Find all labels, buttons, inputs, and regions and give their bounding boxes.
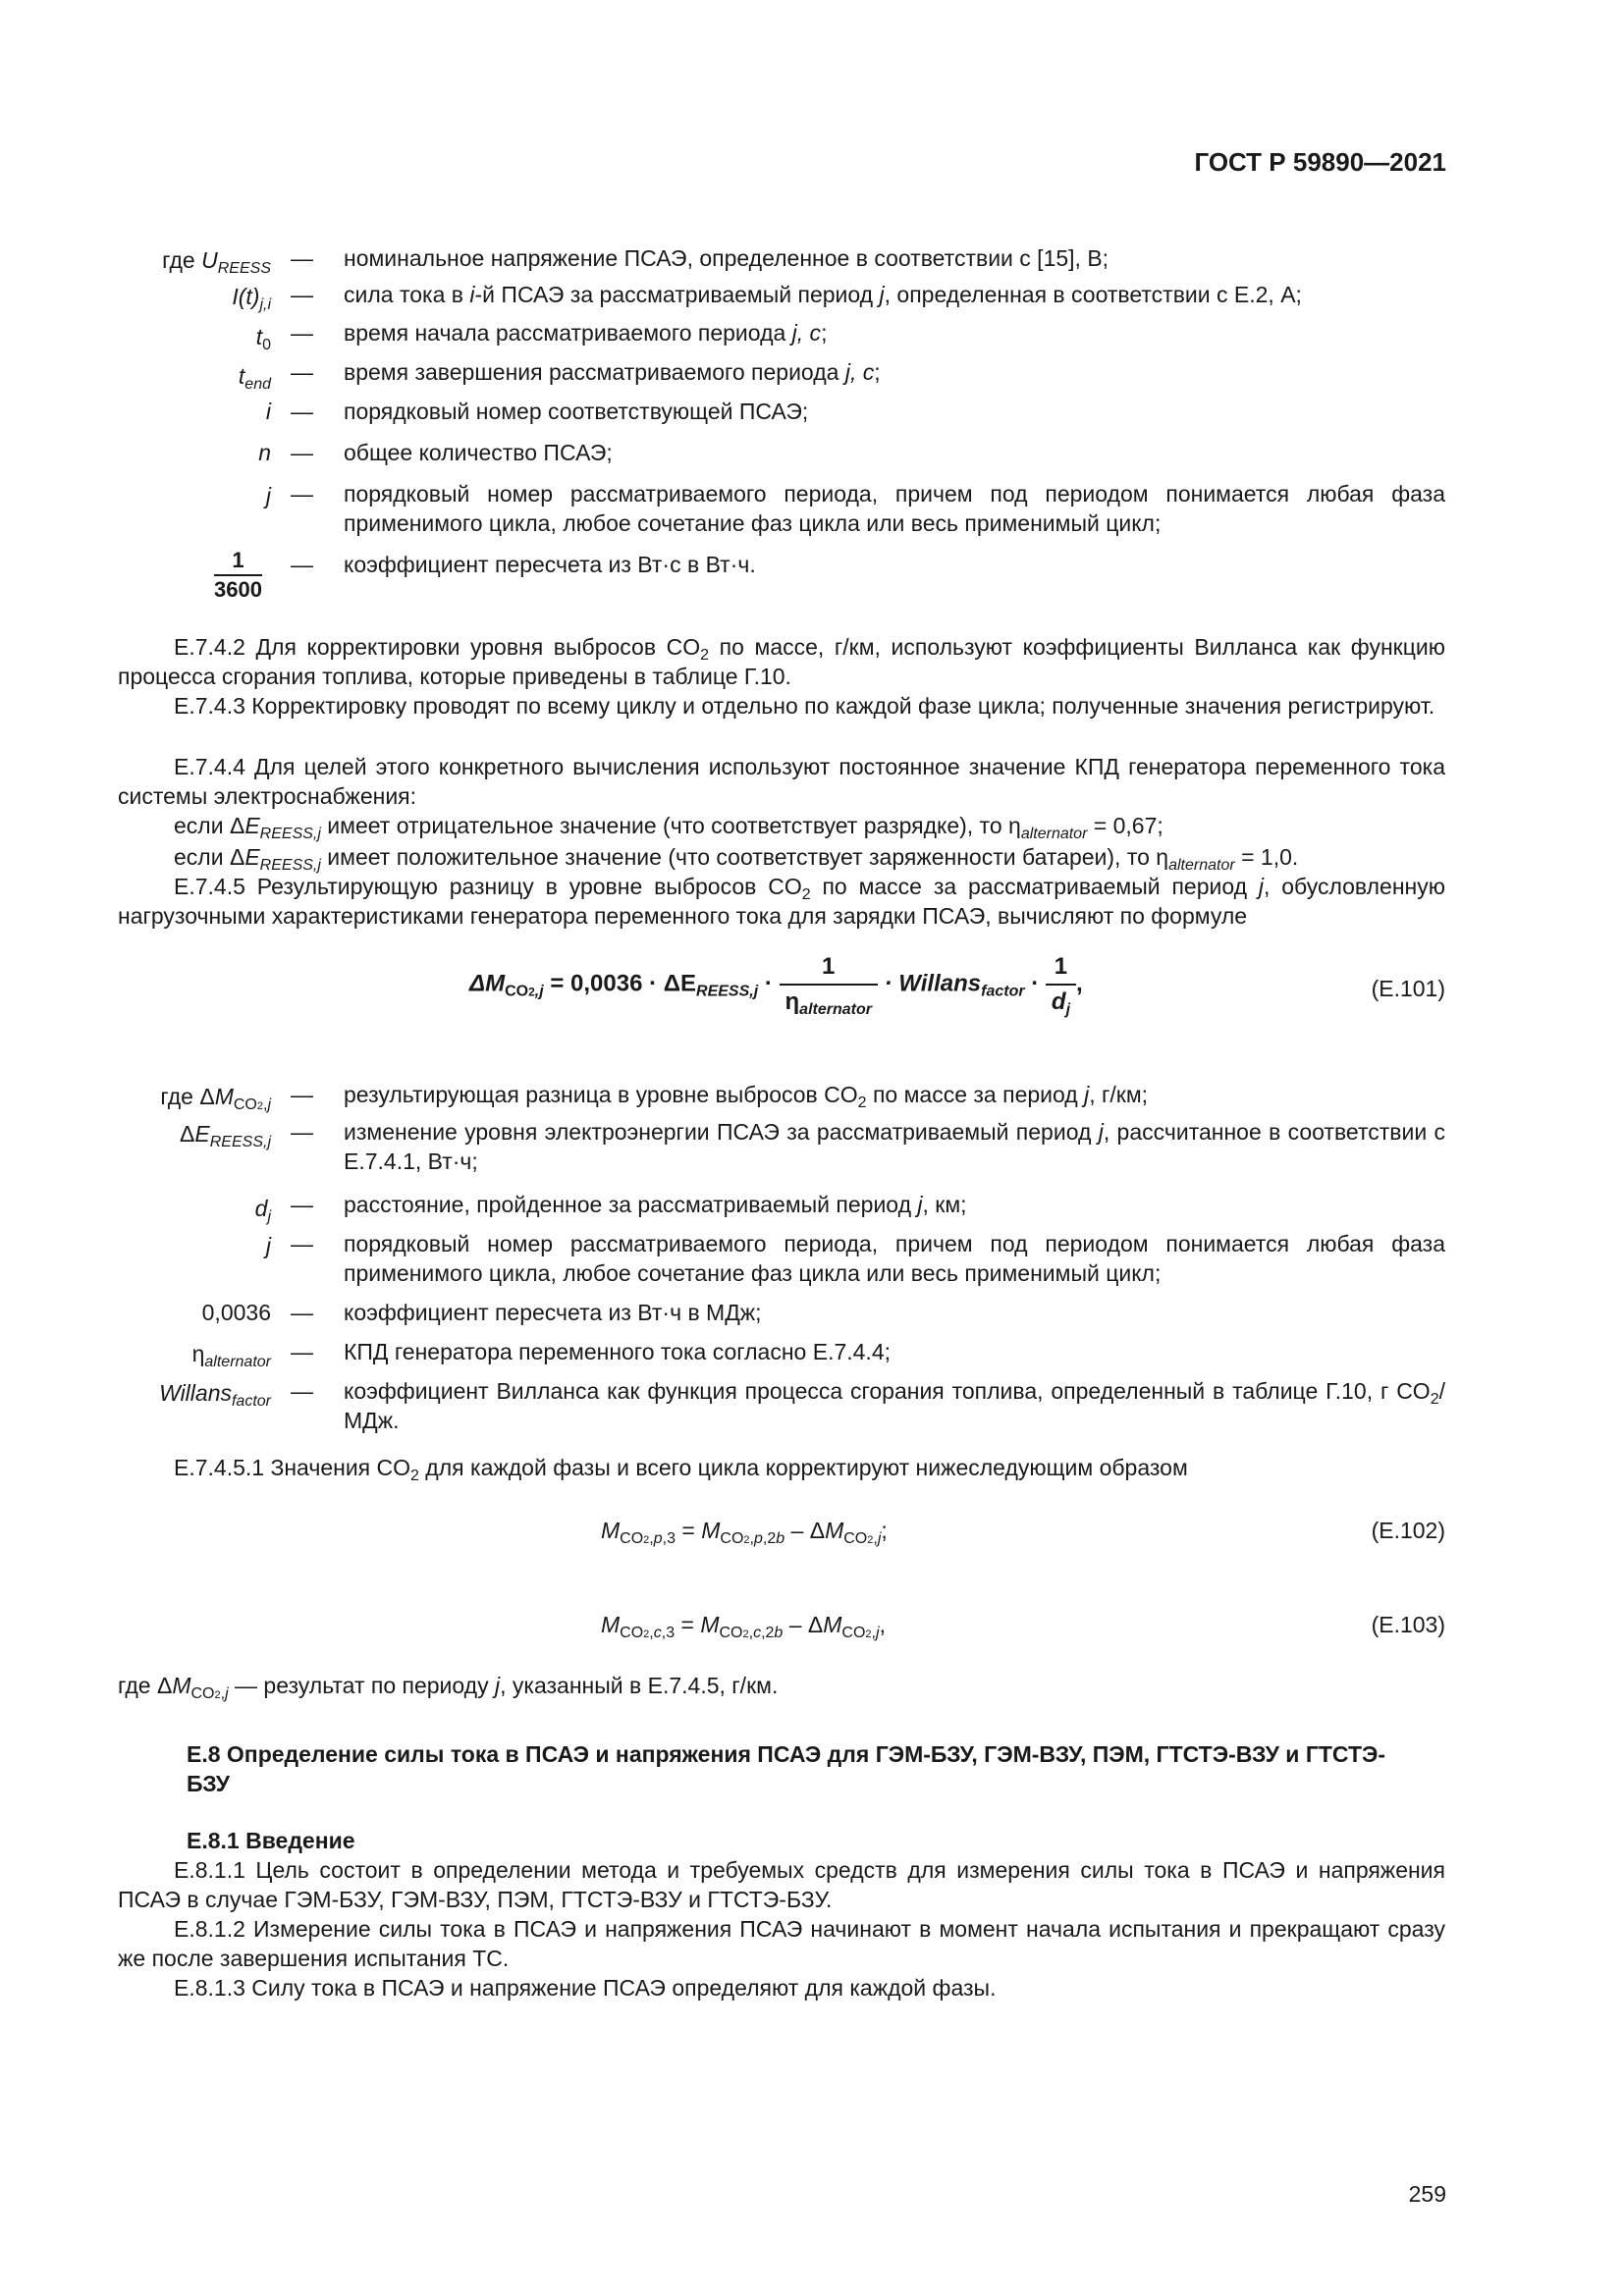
def-label-delta-m: где $\Delta M_{CO2,j}$ — [160, 1084, 271, 1113]
def-dash: — — [291, 1119, 313, 1145]
def-label-coef: 0,0036 — [201, 1300, 271, 1325]
def-label-eta: $\eta_{alternator}$ — [191, 1341, 271, 1370]
paragraph-e8112: Е.8.1.2 Измерение силы тока в ПСАЭ и напряжения ПСАЭ начинают в момент начала испытания и прекращают сразу же после завершения испытания ТС. — [118, 1916, 1445, 1971]
page-number: 259 — [1408, 2181, 1446, 2207]
def-text: порядковый номер рассматриваемого периода, причем под периодом понимается любая фаза применимого цикла, любое сочетание фаз цикла или весь применимый цикл; — [344, 481, 1445, 536]
def-label-t0: $t_0$ — [255, 324, 271, 353]
paragraph-e743: Е.7.4.3 Корректировку проводят по всему циклу и отдельно по каждой фазе цикла; полученные значения регистрируют. — [174, 693, 1435, 719]
def-dash: — — [291, 282, 313, 307]
def-dash: — — [291, 1300, 313, 1325]
section-heading-e8: Е.8 Определение силы тока в ПСАЭ и напряжения ПСАЭ для ГЭМ-БЗУ, ГЭМ-ВЗУ, ПЭМ, ГТСТЭ-ВЗУ и ГТСТЭ-БЗУ — [187, 1741, 1386, 1796]
def-label-j2: j — [265, 1233, 271, 1258]
def-text: сила тока в i-й ПСАЭ за рассматриваемый период j, определенная в соответствии с Е.2, А; — [344, 282, 1302, 307]
def-dash: — — [291, 1082, 313, 1107]
def-dash: — — [291, 1192, 313, 1217]
def-text: номинальное напряжение ПСАЭ, определенное в соответствии с [15], В; — [344, 245, 1109, 271]
def-text: общее количество ПСАЭ; — [344, 440, 613, 465]
fraction-alternator: $\frac{1}{\eta_{alternator}}$ — [780, 950, 878, 1019]
def-text: порядковый номер соответствующей ПСАЭ; — [344, 399, 809, 424]
def-dash: — — [291, 1339, 313, 1364]
formula-e103: $M_{CO2,c,3} = M_{CO2,c,2b} - \Delta M_{CO2,j}$, — [601, 1612, 886, 1641]
def-dash: — — [291, 552, 313, 577]
def-text: время начала рассматриваемого периода j, c; — [344, 320, 828, 346]
paragraph-e745: Е.7.4.5 Результирующую разницу в уровне выбросов $CO_2$ по массе за рассматриваемый период j, обусловленную нагрузочными характеристиками генератора переменного тока для зарядки ПСАЭ, вычисляют по формуле — [118, 874, 1445, 929]
paragraph-e8113: Е.8.1.3 Силу тока в ПСАЭ и напряжение ПСАЭ определяют для каждой фазы. — [174, 1975, 997, 2001]
def-text: результирующая разница в уровне выбросов $CO_2$ по массе за период j, г/км; — [344, 1082, 1149, 1111]
def-text: коэффициент Вилланса как функция процесса сгорания топлива, определенный в таблице Г.10, г $CO_2$/МДж. — [344, 1378, 1445, 1433]
def-text: коэффициент пересчета из Вт·с в Вт·ч. — [344, 552, 756, 577]
def-dash: — — [291, 481, 313, 507]
fraction-distance: $\frac{1}{d_j}$ — [1046, 950, 1076, 1019]
def-text: расстояние, пройденное за рассматриваемый период j, км; — [344, 1192, 967, 1217]
fraction-1-3600: 1 3600 — [214, 548, 262, 602]
paragraph-e744-negative: если $\Delta E_{REESS,j}$ имеет отрицательное значение (что соответствует разрядке), то $\eta_{alternator} = 0,67$; — [174, 813, 1163, 842]
def-text: коэффициент пересчета из Вт·ч в МДж; — [344, 1300, 762, 1325]
formula-e102: $M_{CO2,p,3} = M_{CO2,p,2b} - \Delta M_{CO2,j}$; — [601, 1518, 888, 1547]
def-label-n: n — [258, 440, 271, 465]
def-text: КПД генератора переменного тока согласно Е.7.4.4; — [344, 1339, 891, 1364]
where-result: где $\Delta M_{CO2,j}$ — результат по периоду j, указанный в Е.7.4.5, г/км. — [118, 1673, 779, 1702]
def-dash: — — [291, 320, 313, 346]
def-label-dj: $d_j$ — [254, 1196, 271, 1225]
paragraph-e742: Е.7.4.2 Для корректировки уровня выбросов $CO_2$ по массе, г/км, используют коэффициенты Вилланса как функцию процесса сгорания топлива, которые приведены в таблице Г.10. — [118, 634, 1445, 689]
paragraph-e744: Е.7.4.4 Для целей этого конкретного вычисления используют постоянное значение КПД генератора переменного тока системы электроснабжения: — [118, 754, 1445, 809]
def-dash: — — [291, 1378, 313, 1404]
def-label-delta-e: $\Delta E_{REESS,j}$ — [180, 1121, 271, 1150]
equation-number: (E.101) — [1371, 976, 1445, 1001]
def-label-j: j — [265, 483, 271, 508]
def-dash: — — [291, 359, 313, 385]
formula-e101: $\Delta M_{CO2,j} = 0,0036 \cdot \Delta E_{REESS,j}$ · $\frac{1}{\eta_{alternator}}$ · Willans$_{factor}$ · $\frac{1}{d_j}$ , — [469, 950, 1083, 1019]
def-text: изменение уровня электроэнергии ПСАЭ за рассматриваемый период j, рассчитанное в соответствии с Е.7.4.1, Вт·ч; — [344, 1119, 1445, 1174]
def-dash: — — [291, 1231, 313, 1256]
def-text: порядковый номер рассматриваемого периода, причем под периодом понимается любая фаза применимого цикла, любое сочетание фаз цикла или весь применимый цикл; — [344, 1231, 1445, 1286]
def-label-ureess: где $U_{REESS}$ — [162, 247, 271, 277]
document-code: ГОСТ Р 59890—2021 — [1194, 147, 1446, 177]
paragraph-e744-positive: если $\Delta E_{REESS,j}$ имеет положительное значение (что соответствует заряженности батареи), то $\eta_{alternator} = 1,0$. — [174, 844, 1299, 874]
paragraph-e7451: Е.7.4.5.1 Значения $CO_2$ для каждой фазы и всего цикла корректируют нижеследующим образом — [174, 1455, 1188, 1484]
def-text: время завершения рассматриваемого периода j, c; — [344, 359, 881, 385]
def-label-i: i — [265, 399, 271, 424]
section-heading-e81: Е.8.1 Введение — [187, 1828, 355, 1853]
def-label-current: $I(t)_{j,i}$ — [232, 284, 271, 313]
def-dash: — — [291, 245, 313, 271]
def-label-willans: Willans$_{factor}$ — [159, 1380, 271, 1410]
equation-number: (E.103) — [1371, 1612, 1445, 1637]
def-dash: — — [291, 440, 313, 465]
def-dash: — — [291, 399, 313, 424]
where-word: где — [162, 247, 195, 273]
def-label-tend: $t_{end}$ — [238, 363, 271, 393]
paragraph-e8111: Е.8.1.1 Цель состоит в определении метода и требуемых средств для измерения силы тока в ПСАЭ и напряжения ПСАЭ в случае ГЭМ-БЗУ, ГЭМ-ВЗУ, ПЭМ, ГТСТЭ-ВЗУ и ГТСТЭ-БЗУ. — [118, 1857, 1445, 1912]
equation-number: (E.102) — [1371, 1518, 1445, 1543]
